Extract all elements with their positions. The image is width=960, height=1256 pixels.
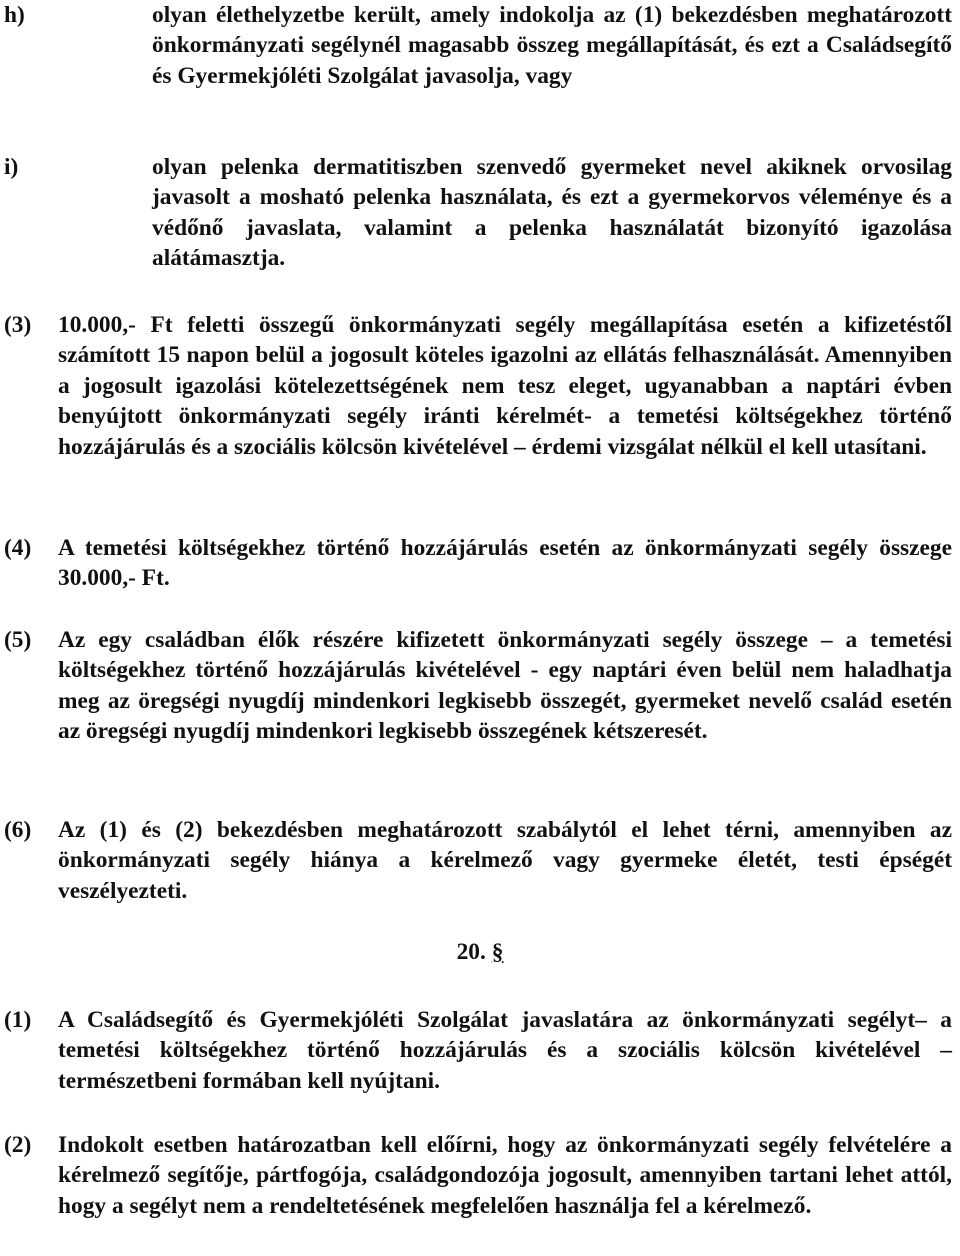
paragraph-marker: (3) [4, 312, 32, 338]
section-number: 20. [456, 939, 486, 965]
paragraph-text: Az egy családban élők részére kifizetett önkormányzati segély összege – a temetési költségekhez történő hozzájárulás kivételével - egy naptári éven belül nem haladhatja meg az öregségi nyugdíj mindenkori legkisebb összegét, gyermeket nevelő család esetén az öregségi nyugdíj mindenkori legkisebb összegének kétszeresét. [58, 627, 952, 745]
paragraph-text: Indokolt esetben határozatban kell előírni, hogy az önkormányzati segély felvételére a kérelmező segítője, pártfogója, családgondozója jogosult, amennyiben tartani lehet attól, hogy a segélyt nem a rendeltetésének megfelelően használja fel a kérelmező. [58, 1132, 952, 1219]
paragraph-text: A temetési költségekhez történő hozzájárulás esetén az önkormányzati segély összege 30.000,- Ft. [58, 535, 952, 592]
paragraph-marker: (4) [4, 535, 32, 561]
paragraph-text: Az (1) és (2) bekezdésben meghatározott szabálytól el lehet térni, amennyiben az önkormányzati segély hiánya a kérelmező vagy gyermeke életét, testi épségét veszélyezteti. [58, 817, 952, 904]
paragraph-text: A Családsegítő és Gyermekjóléti Szolgálat javaslatára az önkormányzati segélyt– a temetési költségekhez történő hozzájárulás és a szociális kölcsön kivételével – természetbeni formában kell nyújtani. [58, 1007, 952, 1094]
point-marker: i) [4, 154, 19, 180]
paragraph-text: 10.000,- Ft feletti összegű önkormányzati segély megállapítása esetén a kifizetéstől számított 15 napon belül a jogosult köteles igazolni az ellátás felhasználását. Amennyiben a jogosult igazolási kötelezettségének nem tesz eleget, ugyanabban a naptári évben benyújtott önkormányzati segély iránti kérelmét- a temetési költségekhez történő hozzájárulás és a szociális kölcsön kivételével – érdemi vizsgálat nélkül el kell utasítani. [58, 312, 952, 460]
paragraph-marker: (1) [4, 1007, 32, 1033]
point-marker: h) [4, 2, 25, 28]
paragraph-marker: (6) [4, 817, 32, 843]
point-text: olyan pelenka dermatitiszben szenvedő gyermeket nevel akiknek orvosilag javasolt a mosható pelenka használata, és ezt a gyermekorvos véleménye és a védőnő javaslata, valamint a pelenka használatát bizonyító igazolása alátámasztja. [152, 154, 952, 272]
point-text: olyan élethelyzetbe került, amely indokolja az (1) bekezdésben meghatározott önkormányzati segélynél magasabb összeg megállapítását, és ezt a Családsegítő és Gyermekjóléti Szolgálat javasolja, vagy [152, 2, 952, 89]
section-heading [0, 937, 960, 967]
section-symbol: § [491, 939, 504, 965]
paragraph-marker: (5) [4, 627, 32, 653]
paragraph-marker: (2) [4, 1132, 32, 1158]
